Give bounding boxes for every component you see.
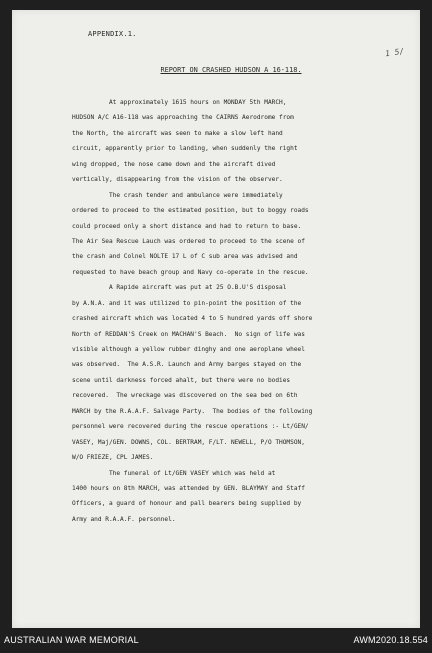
archive-reference: AWM2020.18.554 xyxy=(353,635,428,645)
report-title: REPORT ON CRASHED HUDSON A 16-118. xyxy=(160,66,302,74)
report-line: recovered. The wreckage was discovered on the sea bed on 6th xyxy=(72,392,298,400)
report-line: A Rapide aircraft was put at 25 O.B.U'S disposal xyxy=(72,284,287,292)
report-line: The funeral of Lt/GEN VASEY which was held at xyxy=(72,469,276,477)
report-line: was observed. The A.S.R. Launch and Army barges stayed on the xyxy=(72,361,302,369)
report-line: At approximately 1615 hours on MONDAY 5th MARCH, xyxy=(72,99,287,106)
report-line: the North, the aircraft was seen to make a slow left hand xyxy=(72,129,283,137)
report-line: Army and R.A.A.F. personnel. xyxy=(72,515,176,523)
report-line: MARCH by the R.A.A.F. Salvage Party. The bodies of the following xyxy=(72,407,313,415)
report-line: Officers, a guard of honour and pall bearers being supplied by xyxy=(72,500,302,508)
report-line: ordered to proceed to the estimated position, but to boggy roads xyxy=(72,207,309,215)
report-body xyxy=(72,95,408,527)
report-line: circuit, apparently prior to landing, when suddenly the right xyxy=(72,145,298,153)
appendix-label: APPENDIX.1. xyxy=(88,30,137,38)
report-line: vertically, disappearing from the vision of the observer. xyxy=(72,176,283,184)
report-line: crashed aircraft which was located 4 to 5 hundred yards off shore xyxy=(72,315,313,323)
report-line: personnel were recovered during the rescue operations :- Lt/GEN/ xyxy=(72,423,309,431)
report-line: North of REDDAN'S Creek on MACHAN'S Beach. No sign of life was xyxy=(72,330,305,338)
handwritten-page-mark: 1 5/ xyxy=(384,46,405,59)
report-line: scene until darkness forced ahalt, but there were no bodies xyxy=(72,376,291,384)
report-line: The crash tender and ambulance were immediately xyxy=(72,191,283,199)
report-line: wing dropped, the nose came down and the aircraft dived xyxy=(72,160,276,168)
report-line: could proceed only a short distance and had to return to base. xyxy=(72,222,302,230)
report-line: visible although a yellow rubber dinghy and one aeroplane wheel xyxy=(72,346,305,353)
report-line: VASEY, Maj/GEN. DOWNS, COL. BERTRAM, F/LT. NEWELL, P/O THOMSON, xyxy=(72,438,305,446)
report-line: the crash and Colnel NOLTE 17 L of C sub area was advised and xyxy=(72,253,298,261)
report-line: 1400 hours on 8th MARCH, was attended by GEN. BLAYMAY and Staff xyxy=(72,484,305,492)
report-line: by A.N.A. and it was utilized to pin-point the position of the xyxy=(72,299,302,307)
report-line: HUDSON A/C A16-118 was approaching the CAIRNS Aerodrome from xyxy=(72,114,294,122)
report-line: W/O FRIEZE, CPL JAMES. xyxy=(72,454,154,462)
archive-footer xyxy=(0,628,432,653)
report-line: requested to have beach group and Navy co-operate in the rescue. xyxy=(72,268,309,276)
document-page xyxy=(12,10,420,628)
archive-name: AUSTRALIAN WAR MEMORIAL xyxy=(4,635,139,645)
report-line: The Air Sea Rescue Lauch was ordered to proceed to the scene of xyxy=(72,237,305,245)
